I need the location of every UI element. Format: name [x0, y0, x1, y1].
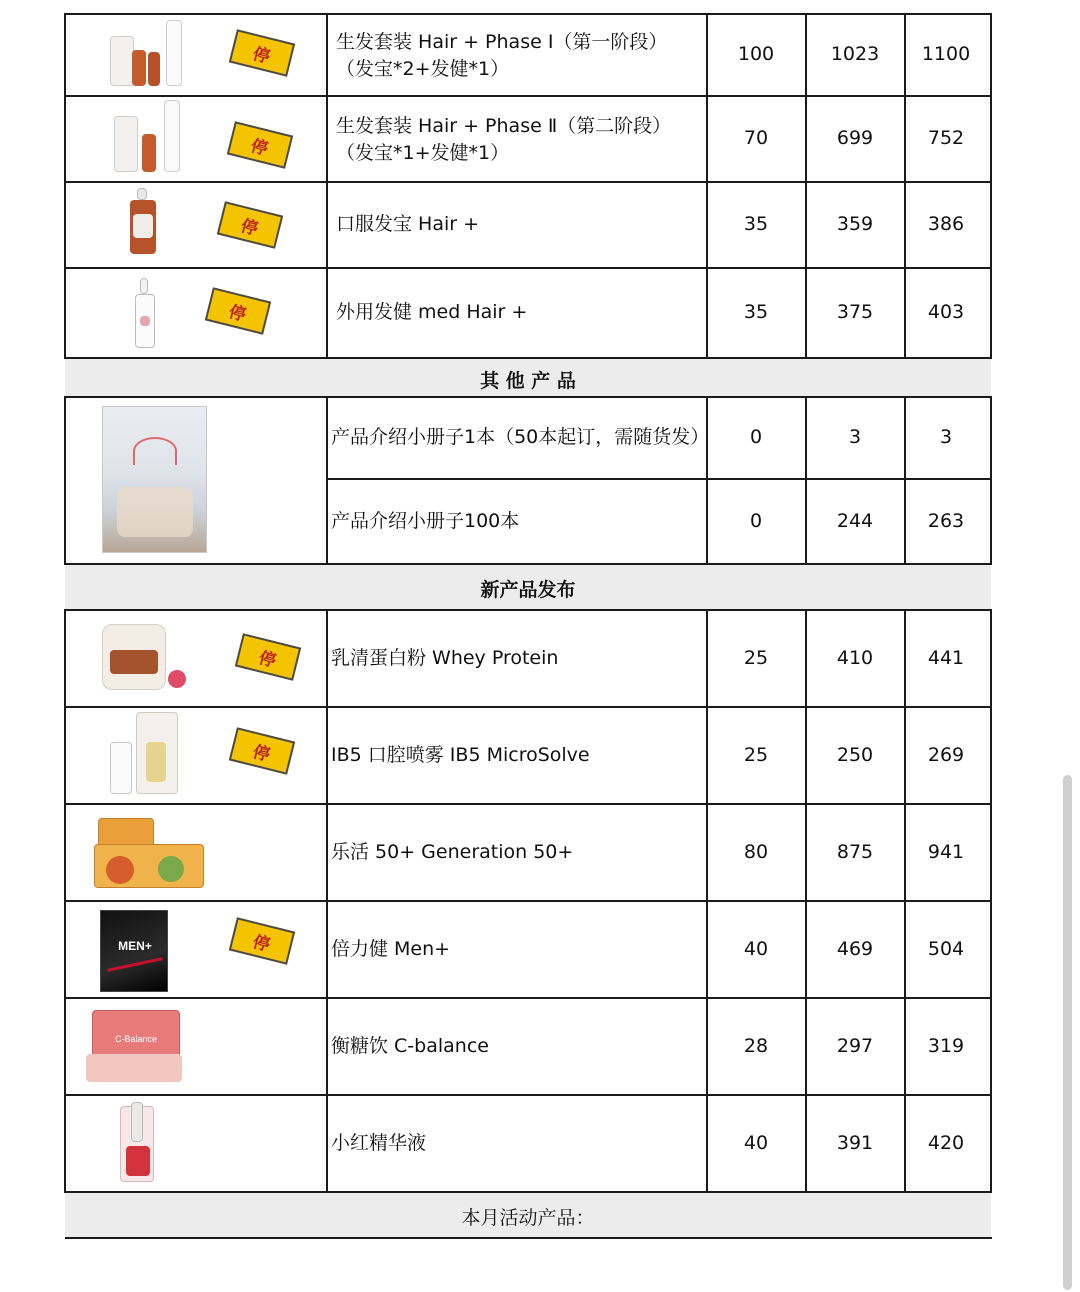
table-border-top	[65, 13, 992, 15]
topical-hair-spray-icon	[134, 278, 156, 350]
brochure-cover-icon	[102, 406, 207, 553]
row-divider	[65, 609, 992, 611]
product-name-detail: （发宝*2+发健*1）	[336, 58, 510, 80]
row-divider	[65, 1094, 992, 1096]
section-title-activity: 本月活动产品：	[461, 1207, 595, 1229]
cell-col1: 40	[743, 938, 769, 960]
cell-col2: 1023	[830, 43, 880, 65]
col-line	[64, 396, 66, 565]
cell-col3: 504	[927, 938, 965, 960]
row-divider	[65, 396, 992, 398]
cell-col1: 35	[743, 301, 769, 323]
product-label: C-Balance	[114, 1034, 158, 1044]
cell-col3: 420	[927, 1132, 965, 1154]
col-line	[64, 13, 66, 359]
section-title-other: 其 他 产 品	[480, 370, 576, 392]
product-name: 生发套装 Hair + Phase Ⅱ（第二阶段）	[336, 115, 672, 137]
row-divider	[65, 706, 992, 708]
cell-col1: 70	[743, 127, 769, 149]
cell-col3: 263	[927, 510, 965, 532]
cell-col1: 35	[743, 213, 769, 235]
col-line	[706, 609, 708, 1193]
discontinued-stamp: 停	[235, 633, 301, 681]
discontinued-stamp: 停	[227, 121, 293, 169]
discontinued-stamp: 停	[229, 727, 295, 775]
col-line	[326, 609, 328, 1193]
discontinued-stamp: 停	[217, 201, 283, 249]
cell-col3: 386	[927, 213, 965, 235]
row-divider	[65, 900, 992, 902]
col-line	[326, 13, 328, 359]
cell-col3: 1100	[921, 43, 971, 65]
oral-hair-bottle-icon	[128, 188, 158, 258]
cell-col2: 410	[836, 647, 874, 669]
product-name: 生发套装 Hair + Phase Ⅰ（第一阶段）	[336, 31, 668, 53]
cell-col2: 699	[836, 127, 874, 149]
col-line	[805, 609, 807, 1193]
hair-kit-phase1-icon	[108, 16, 188, 92]
cell-col1: 0	[749, 426, 763, 448]
product-name: 倍力健 Men+	[331, 938, 451, 960]
table-border-bottom	[65, 1237, 992, 1239]
section-title-new: 新产品发布	[480, 579, 576, 601]
product-name: 产品介绍小册子1本（50本起订，需随货发）	[331, 426, 710, 448]
cell-col2: 875	[836, 841, 874, 863]
col-line	[64, 609, 66, 1193]
cell-col1: 25	[743, 647, 769, 669]
cell-col2: 244	[836, 510, 874, 532]
cell-col1: 28	[743, 1035, 769, 1057]
row-divider	[65, 95, 992, 97]
serum-bottle-icon	[118, 1102, 158, 1184]
col-line	[990, 609, 992, 1193]
cell-col1: 80	[743, 841, 769, 863]
product-name: 外用发健 med Hair +	[336, 301, 528, 323]
product-name: 小红精华液	[331, 1132, 427, 1154]
cell-col2: 250	[836, 744, 874, 766]
discontinued-stamp: 停	[205, 287, 271, 335]
cell-col3: 269	[927, 744, 965, 766]
cell-col3: 441	[927, 647, 965, 669]
cell-col2: 469	[836, 938, 874, 960]
mouth-spray-icon	[106, 712, 180, 798]
cell-col2: 297	[836, 1035, 874, 1057]
col-line	[990, 396, 992, 565]
cell-col1: 40	[743, 1132, 769, 1154]
cell-col1: 0	[749, 510, 763, 532]
col-line	[706, 396, 708, 565]
whey-protein-jar-icon	[100, 622, 188, 698]
product-label: MEN+	[118, 939, 152, 953]
cell-col2: 359	[836, 213, 874, 235]
product-name: 衡糖饮 C-balance	[331, 1035, 489, 1057]
col-line	[326, 396, 328, 565]
hair-kit-phase2-icon	[112, 98, 188, 178]
cell-col3: 3	[939, 426, 953, 448]
discontinued-stamp: 停	[229, 917, 295, 965]
product-name: IB5 口腔喷雾 IB5 MicroSolve	[331, 744, 590, 766]
cell-col2: 391	[836, 1132, 874, 1154]
cell-col1: 100	[737, 43, 775, 65]
col-line	[904, 396, 906, 565]
cell-col1: 25	[743, 744, 769, 766]
row-divider	[326, 478, 992, 480]
men-plus-box-icon	[100, 910, 168, 992]
cell-col3: 403	[927, 301, 965, 323]
row-divider	[65, 803, 992, 805]
row-divider	[65, 267, 992, 269]
vertical-scrollbar[interactable]	[1063, 775, 1072, 1290]
generation50-box-icon	[94, 816, 208, 890]
cell-col3: 752	[927, 127, 965, 149]
product-name: 乳清蛋白粉 Whey Protein	[331, 647, 559, 669]
cell-col3: 319	[927, 1035, 965, 1057]
product-name: 乐活 50+ Generation 50+	[331, 841, 574, 863]
col-line	[805, 396, 807, 565]
cell-col3: 941	[927, 841, 965, 863]
product-name: 口服发宝 Hair +	[336, 213, 480, 235]
cell-col2: 375	[836, 301, 874, 323]
c-balance-box-icon	[86, 1008, 184, 1084]
product-name: 产品介绍小册子100本	[331, 510, 520, 532]
cell-col2: 3	[848, 426, 862, 448]
discontinued-stamp: 停	[229, 29, 295, 77]
product-name-detail: （发宝*1+发健*1）	[336, 142, 510, 164]
row-divider	[65, 997, 992, 999]
col-line	[904, 609, 906, 1193]
row-divider	[65, 181, 992, 183]
